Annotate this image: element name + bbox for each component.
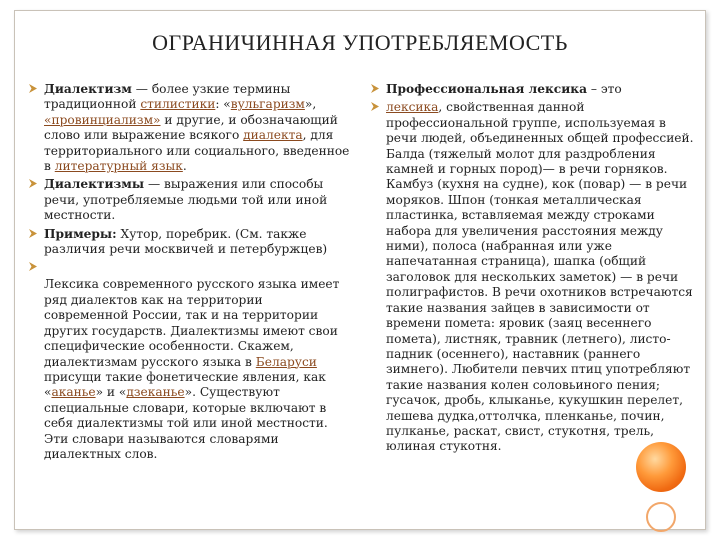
bullet-icon: [370, 101, 381, 113]
list-item-lexicon: [28, 260, 350, 462]
term-professional: Профессиональная лексика: [386, 82, 587, 96]
link-akanye[interactable]: аканье: [51, 385, 96, 400]
list-item-professional: [370, 82, 700, 97]
slide-title: ОГРАНИЧИННАЯ УПОТРЕБЛЯЕМОСТЬ: [152, 30, 568, 55]
bullet-icon: [28, 228, 39, 240]
text: — выражения или способы речи, употребляемые людьми той или иной местности.: [44, 177, 328, 223]
link-dialect[interactable]: диалекта: [243, 128, 303, 143]
decorative-ring: [646, 502, 676, 532]
right-column: [370, 82, 700, 458]
decorative-orb: [636, 442, 686, 492]
text: Лексика современного русского языка имеет ряд диалектов как на территории современной России, так и на территории других государств. Диалектизмы имеют свои специфические особенности. Скажем, диалектизмам русского языка в: [44, 277, 340, 369]
link-stylistics[interactable]: стилистики: [140, 97, 216, 112]
list-item-professional-def: [370, 100, 700, 454]
link-belarus[interactable]: Беларуси: [255, 354, 317, 369]
link-lexicon[interactable]: лексика: [386, 100, 439, 115]
term-dialectisms: Диалектизмы: [44, 177, 145, 192]
list-item-examples: [28, 227, 350, 258]
text: – это: [586, 82, 622, 96]
bullet-icon: [370, 83, 381, 95]
list-item-dialectism: [28, 82, 350, 174]
link-literary-language[interactable]: литературный язык: [54, 159, 183, 174]
text: и другие, и обозначающий слово или выражение всякого: [44, 112, 338, 143]
link-vulgarism[interactable]: вульгаризм: [230, 97, 305, 112]
term-examples: Примеры:: [44, 226, 117, 241]
bullet-icon: [28, 261, 39, 273]
text: , свойственная данной профессиональной группе, используемая в речи людей, объединенных общей профессией. Балда (тяжелый молот для раздробления камней и горных пород)— в речи горняков. Камбуз (кухня на судне), кок (повар) — в речи моряков. Шпон (тонкая металлическая пластинка, вставляемая между строками набора для увеличения расстояния между ними), полоса (набранная или уже напечатанная страница), шапка (общий заголовок для нескольких заметок) — в речи полиграфистов. В речи охотников встречаются такие названия зайцев в зависимости от времени помета: яровик (заяц весеннего помета), листняк, травник (летнего), листо-падник (осеннего), наставник (раннего зимнего). Любители певчих птиц употребляют такие названия колен соловьиного пения; гусачок, дробь, клыканье, кукушкин перелет, лешева дудка,оттолчка, пленканье, почин, пулканье, раскат, свист, стукотня, трель, юлиная стукотня.: [386, 100, 694, 454]
text: Хутор, поребрик. (См. также различия речи москвичей и петербуржцев): [44, 226, 328, 257]
left-column: [28, 82, 350, 465]
text: »,: [304, 97, 317, 112]
term-dialectism: Диалектизм: [44, 82, 132, 96]
text: : «: [215, 97, 231, 112]
text: присущи такие фонетические явления, как «: [44, 369, 326, 400]
link-dzekanye[interactable]: дзеканье: [126, 385, 185, 400]
text: , для территориального или социального, введенное в: [44, 128, 350, 174]
text: .: [182, 159, 187, 174]
bullet-icon: [28, 178, 39, 190]
text: » и «: [95, 385, 127, 400]
text: — более узкие термины традиционной: [44, 82, 291, 112]
text: ». Существуют специальные словари, которые включают в себя диалектизмы той или иной местности. Эти словари называются словарями диалектных слов.: [44, 385, 328, 461]
list-item-dialectisms: [28, 177, 350, 223]
bullet-icon: [28, 83, 39, 95]
link-provincialism[interactable]: «провинциализм»: [44, 112, 161, 127]
